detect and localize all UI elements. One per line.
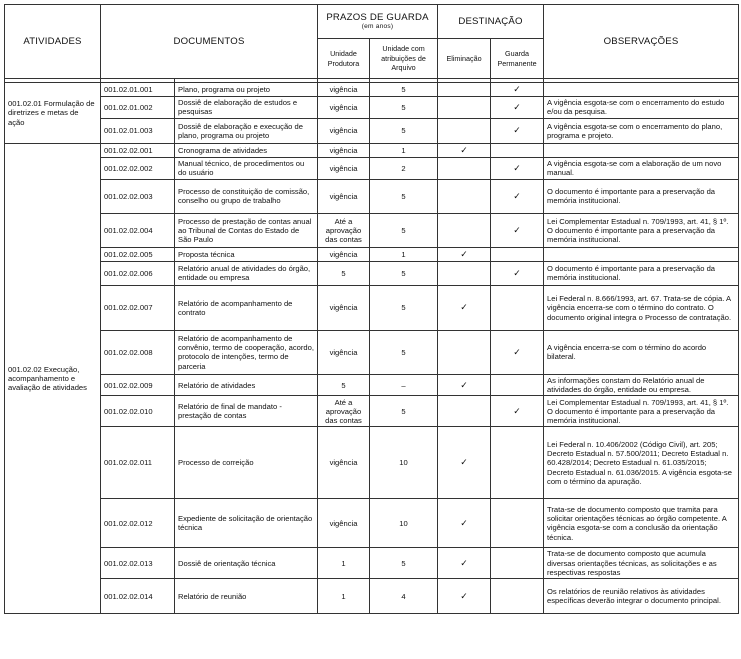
destinacao-guarda-permanente <box>491 247 544 261</box>
prazo-unidade-produtora: vigência <box>318 499 370 548</box>
destinacao-eliminacao: ✓ <box>438 579 491 614</box>
destinacao-guarda-permanente <box>491 499 544 548</box>
destinacao-guarda-permanente <box>491 374 544 396</box>
destinacao-guarda-permanente: ✓ <box>491 261 544 285</box>
observacao <box>544 143 739 157</box>
table-row <box>5 330 739 374</box>
table-row <box>5 579 739 614</box>
document-name: Cronograma de atividades <box>175 143 318 157</box>
table-row <box>5 83 739 97</box>
document-name: Dossiê de elaboração de estudos e pesquisas <box>175 96 318 118</box>
destinacao-eliminacao <box>438 396 491 427</box>
header-destinacao: DESTINAÇÃO <box>438 5 544 39</box>
prazo-unidade-arquivo: 1 <box>370 143 438 157</box>
destinacao-eliminacao <box>438 157 491 179</box>
prazo-unidade-arquivo: 5 <box>370 118 438 143</box>
prazo-unidade-arquivo: 5 <box>370 396 438 427</box>
document-code: 001.02.01.003 <box>101 118 175 143</box>
table-row <box>5 285 739 330</box>
document-name: Relatório de acompanhamento de convênio, termo de cooperação, acordo, protocolo de intenções, termo de parceria <box>175 330 318 374</box>
destinacao-eliminacao <box>438 83 491 97</box>
observacao: Lei Federal n. 8.666/1993, art. 67. Trata-se de cópia. A vigência encerra-se com o término do contrato. O documento original integra o Processo de contratação. <box>544 285 739 330</box>
destinacao-guarda-permanente <box>491 285 544 330</box>
destinacao-guarda-permanente: ✓ <box>491 330 544 374</box>
observacao: Os relatórios de reunião relativos às atividades específicas deverão integrar o documento principal. <box>544 579 739 614</box>
destinacao-eliminacao <box>438 118 491 143</box>
document-code: 001.02.02.004 <box>101 213 175 247</box>
destinacao-eliminacao <box>438 330 491 374</box>
observacao: O documento é importante para a preservação da memória institucional. <box>544 179 739 213</box>
document-name: Expediente de solicitação de orientação técnica <box>175 499 318 548</box>
destinacao-guarda-permanente <box>491 579 544 614</box>
destinacao-guarda-permanente <box>491 143 544 157</box>
document-code: 001.02.02.009 <box>101 374 175 396</box>
prazo-unidade-arquivo: 1 <box>370 247 438 261</box>
document-code: 001.02.02.007 <box>101 285 175 330</box>
table-row <box>5 179 739 213</box>
table-row <box>5 396 739 427</box>
destinacao-eliminacao: ✓ <box>438 374 491 396</box>
header-guarda-permanente: Guarda Permanente <box>491 39 544 79</box>
prazo-unidade-produtora: vigência <box>318 96 370 118</box>
prazo-unidade-produtora: vigência <box>318 247 370 261</box>
prazo-unidade-arquivo: 5 <box>370 548 438 579</box>
destinacao-guarda-permanente <box>491 548 544 579</box>
observacao: A vigência encerra-se com o término do acordo bilateral. <box>544 330 739 374</box>
table-row <box>5 96 739 118</box>
destinacao-guarda-permanente: ✓ <box>491 179 544 213</box>
destinacao-guarda-permanente <box>491 427 544 499</box>
header-unidade-produtora: Unidade Produtora <box>318 39 370 79</box>
prazo-unidade-produtora: vigência <box>318 143 370 157</box>
destinacao-eliminacao: ✓ <box>438 427 491 499</box>
document-name: Relatório de acompanhamento de contrato <box>175 285 318 330</box>
document-name: Manual técnico, de procedimentos ou do usuário <box>175 157 318 179</box>
document-code: 001.02.01.002 <box>101 96 175 118</box>
table-row <box>5 143 739 157</box>
prazo-unidade-arquivo: 5 <box>370 285 438 330</box>
prazo-unidade-arquivo: 4 <box>370 579 438 614</box>
prazo-unidade-produtora: vigência <box>318 157 370 179</box>
observacao: A vigência esgota-se com a elaboração de um novo manual. <box>544 157 739 179</box>
document-code: 001.02.02.003 <box>101 179 175 213</box>
prazo-unidade-produtora: vigência <box>318 179 370 213</box>
prazo-unidade-arquivo: 5 <box>370 96 438 118</box>
observacao: Trata-se de documento composto que tramita para solicitar orientações técnicas ao órgão competente. A vigência esgota-se com a conclusão da orientação técnica. <box>544 499 739 548</box>
destinacao-eliminacao: ✓ <box>438 247 491 261</box>
destinacao-eliminacao <box>438 261 491 285</box>
destinacao-guarda-permanente: ✓ <box>491 213 544 247</box>
destinacao-eliminacao: ✓ <box>438 499 491 548</box>
document-code: 001.02.02.001 <box>101 143 175 157</box>
table-body <box>5 79 739 614</box>
table-row <box>5 213 739 247</box>
prazo-unidade-arquivo: 5 <box>370 261 438 285</box>
destinacao-eliminacao: ✓ <box>438 285 491 330</box>
prazo-unidade-arquivo: 5 <box>370 179 438 213</box>
destinacao-eliminacao <box>438 96 491 118</box>
destinacao-guarda-permanente: ✓ <box>491 118 544 143</box>
destinacao-guarda-permanente: ✓ <box>491 96 544 118</box>
document-code: 001.02.02.006 <box>101 261 175 285</box>
document-name: Relatório anual de atividades do órgão, entidade ou empresa <box>175 261 318 285</box>
destinacao-eliminacao: ✓ <box>438 548 491 579</box>
document-code: 001.02.02.011 <box>101 427 175 499</box>
table-row <box>5 427 739 499</box>
destinacao-guarda-permanente: ✓ <box>491 83 544 97</box>
prazo-unidade-arquivo: 10 <box>370 499 438 548</box>
document-name: Processo de correição <box>175 427 318 499</box>
header-prazos-title: PRAZOS DE GUARDA <box>326 11 429 23</box>
observacao: A vigência esgota-se com o encerramento do estudo e/ou da pesquisa. <box>544 96 739 118</box>
prazo-unidade-produtora: 5 <box>318 374 370 396</box>
document-code: 001.02.02.014 <box>101 579 175 614</box>
destinacao-eliminacao <box>438 179 491 213</box>
prazo-unidade-produtora: vigência <box>318 330 370 374</box>
prazo-unidade-produtora: vigência <box>318 83 370 97</box>
document-name: Relatório de atividades <box>175 374 318 396</box>
activity-cell: 001.02.01 Formulação de diretrizes e metas de ação <box>5 83 101 144</box>
document-code: 001.02.02.013 <box>101 548 175 579</box>
prazo-unidade-arquivo: 5 <box>370 83 438 97</box>
prazo-unidade-arquivo: 5 <box>370 330 438 374</box>
observacao: As informações constam do Relatório anual de atividades do órgão, entidade ou empresa. <box>544 374 739 396</box>
header-unidade-arquivo: Unidade com atribuições de Arquivo <box>370 39 438 79</box>
document-code: 001.02.02.005 <box>101 247 175 261</box>
document-name: Plano, programa ou projeto <box>175 83 318 97</box>
document-name: Processo de prestação de contas anual ao Tribunal de Contas do Estado de São Paulo <box>175 213 318 247</box>
document-name: Processo de constituição de comissão, conselho ou grupo de trabalho <box>175 179 318 213</box>
table-row <box>5 261 739 285</box>
document-name: Relatório de reunião <box>175 579 318 614</box>
observacao: A vigência esgota-se com o encerramento do plano, programa e projeto. <box>544 118 739 143</box>
prazo-unidade-produtora: 1 <box>318 579 370 614</box>
header-observacoes: OBSERVAÇÕES <box>544 5 739 79</box>
document-name: Proposta técnica <box>175 247 318 261</box>
observacao <box>544 247 739 261</box>
header-documentos: DOCUMENTOS <box>101 5 318 79</box>
table-row <box>5 548 739 579</box>
prazo-unidade-produtora: 1 <box>318 548 370 579</box>
prazo-unidade-produtora: vigência <box>318 118 370 143</box>
document-name: Dossiê de elaboração e execução de plano, programa ou projeto <box>175 118 318 143</box>
observacao: Lei Federal n. 10.406/2002 (Código Civil), art. 205; Decreto Estadual n. 57.500/2011; Decreto Estadual n. 60.428/2014; Decreto Estadual n. 61.035/2015; Decreto Estadual n. 61.036/2015. A vigência esgota-se com o término da apuração. <box>544 427 739 499</box>
destinacao-eliminacao: ✓ <box>438 143 491 157</box>
prazo-unidade-arquivo: 5 <box>370 213 438 247</box>
header-atividades: ATIVIDADES <box>5 5 101 79</box>
prazo-unidade-produtora: Até a aprovação das contas <box>318 396 370 427</box>
observacao: Trata-se de documento composto que acumula diversas orientações técnicas, as solicitações e as respectivas respostas <box>544 548 739 579</box>
document-code: 001.02.02.002 <box>101 157 175 179</box>
prazo-unidade-arquivo: 10 <box>370 427 438 499</box>
prazo-unidade-produtora: 5 <box>318 261 370 285</box>
header-prazos-subtitle: (em anos) <box>361 23 394 31</box>
header-prazos-de-guarda <box>318 5 438 39</box>
document-code: 001.02.01.001 <box>101 83 175 97</box>
observacao: Lei Complementar Estadual n. 709/1993, art. 41, § 1º. O documento é importante para a preservação da memória institucional. <box>544 396 739 427</box>
document-code: 001.02.02.012 <box>101 499 175 548</box>
header-eliminacao: Eliminação <box>438 39 491 79</box>
prazo-unidade-produtora: vigência <box>318 427 370 499</box>
table-row <box>5 157 739 179</box>
prazo-unidade-produtora: Até a aprovação das contas <box>318 213 370 247</box>
prazo-unidade-arquivo: – <box>370 374 438 396</box>
observacao <box>544 83 739 97</box>
table-row <box>5 374 739 396</box>
table-row <box>5 499 739 548</box>
document-code: 001.02.02.008 <box>101 330 175 374</box>
destinacao-eliminacao <box>438 213 491 247</box>
observacao: Lei Complementar Estadual n. 709/1993, art. 41, § 1º. O documento é importante para a preservação da memória institucional. <box>544 213 739 247</box>
destinacao-guarda-permanente: ✓ <box>491 157 544 179</box>
table-row <box>5 118 739 143</box>
observacao: O documento é importante para a preservação da memória institucional. <box>544 261 739 285</box>
temporality-table <box>4 4 739 614</box>
prazo-unidade-produtora: vigência <box>318 285 370 330</box>
document-name: Dossiê de orientação técnica <box>175 548 318 579</box>
activity-cell: 001.02.02 Execução, acompanhamento e avaliação de atividades <box>5 143 101 613</box>
destinacao-guarda-permanente: ✓ <box>491 396 544 427</box>
document-name: Relatório de final de mandato - prestação de contas <box>175 396 318 427</box>
document-code: 001.02.02.010 <box>101 396 175 427</box>
prazo-unidade-arquivo: 2 <box>370 157 438 179</box>
table-row <box>5 247 739 261</box>
